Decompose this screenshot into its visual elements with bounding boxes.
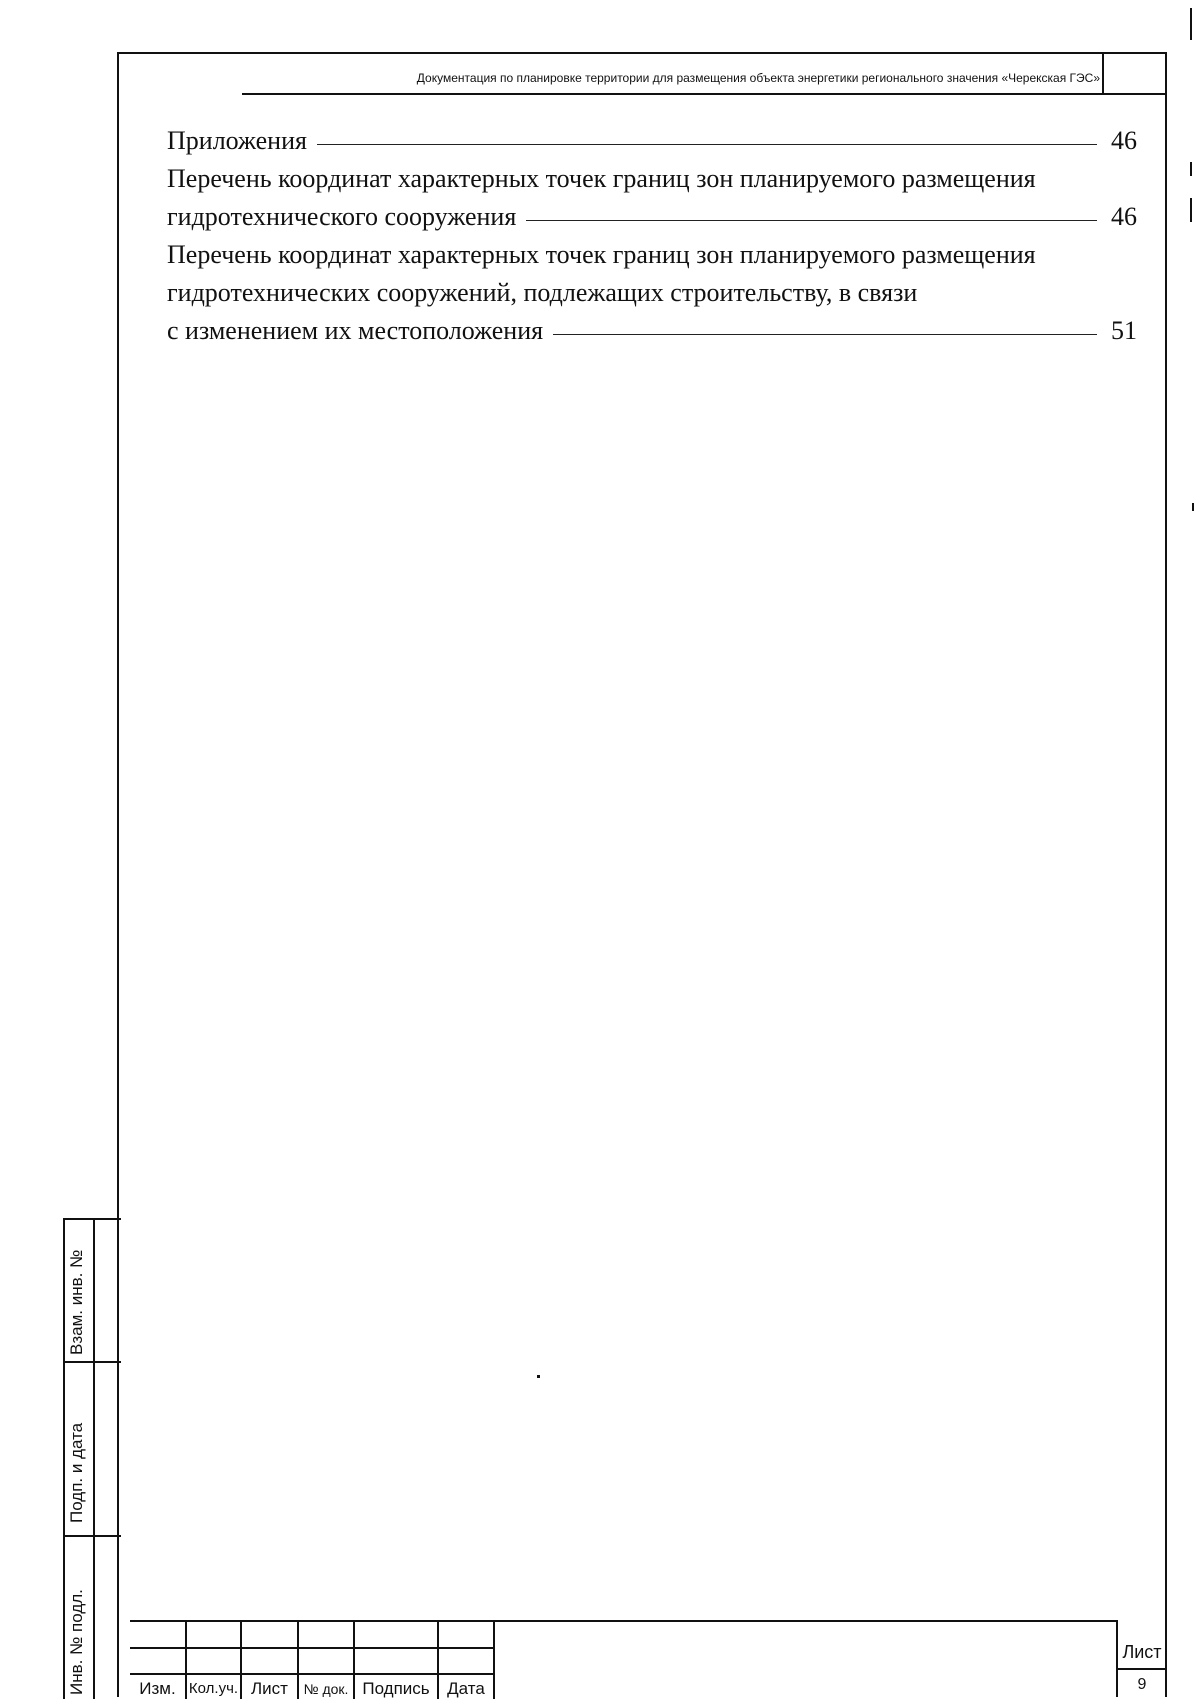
sheet-label: Лист — [1122, 1642, 1162, 1662]
header-underline — [242, 93, 1102, 95]
scan-mark — [1190, 198, 1192, 222]
side-cell-inv-podl — [65, 1537, 121, 1699]
toc-entry-text: Перечень координат характерных точек границ зон планируемого размещения — [167, 164, 1036, 193]
toc-page-number: 46 — [1111, 202, 1137, 231]
frame-top-border — [117, 52, 1167, 54]
title-block — [130, 1620, 495, 1699]
header-box-divider — [1102, 54, 1104, 95]
title-block-col-doc-num: № док. — [303, 1681, 349, 1697]
title-block-col-line — [493, 1622, 495, 1699]
toc-entry-coordinates-structures-relocation — [167, 236, 1137, 350]
toc-entry-text: гидротехнического сооружения — [167, 202, 517, 231]
side-stamp — [63, 1218, 121, 1699]
frame-right-border — [1165, 52, 1167, 1697]
side-label-podp-data: Подп. и дата — [67, 1422, 86, 1523]
sheet-box-mid-line — [1116, 1668, 1166, 1670]
sheet-number: 9 — [1137, 1676, 1147, 1693]
scan-mark — [1190, 8, 1192, 40]
side-cell-vzam — [65, 1220, 121, 1363]
side-label-vzam-inv: Взам. инв. № — [67, 1249, 86, 1355]
side-label-inv-podl: Инв. № подл. — [67, 1589, 86, 1695]
title-block-col-date: Дата — [447, 1679, 485, 1698]
document-header-title: Документация по планировке территории для размещения объекта энергетики регионального значения «Черекская ГЭС» — [416, 71, 1100, 85]
toc-entry-text: Перечень координат характерных точек границ зон планируемого размещения — [167, 240, 1036, 269]
toc-entry-appendices — [167, 122, 1137, 160]
scan-mark — [1192, 503, 1194, 511]
title-block-top-line — [495, 1620, 1118, 1622]
toc-entry-text: с изменением их местоположения — [167, 316, 544, 345]
side-cell-podp — [65, 1363, 121, 1537]
toc-leader-line — [553, 334, 1097, 335]
title-block-col-izm: Изм. — [139, 1679, 176, 1698]
toc-entry-text: Приложения — [167, 126, 307, 155]
scan-mark — [1190, 162, 1192, 176]
toc-page-number: 46 — [1111, 126, 1137, 155]
scan-dot — [537, 1375, 540, 1378]
toc-entry-coordinates-structure — [167, 160, 1137, 236]
toc-leader-line — [526, 220, 1097, 221]
toc-entry-text: гидротехнических сооружений, подлежащих строительству, в связи — [167, 278, 918, 307]
toc-leader-line — [317, 144, 1097, 145]
header-box-bottom — [1102, 93, 1166, 95]
title-block-col-list: Лист — [251, 1679, 288, 1698]
toc-page-number: 51 — [1111, 316, 1137, 345]
title-block-col-kol-uch: Кол.уч. — [188, 1680, 239, 1697]
title-block-col-signature: Подпись — [362, 1679, 430, 1698]
